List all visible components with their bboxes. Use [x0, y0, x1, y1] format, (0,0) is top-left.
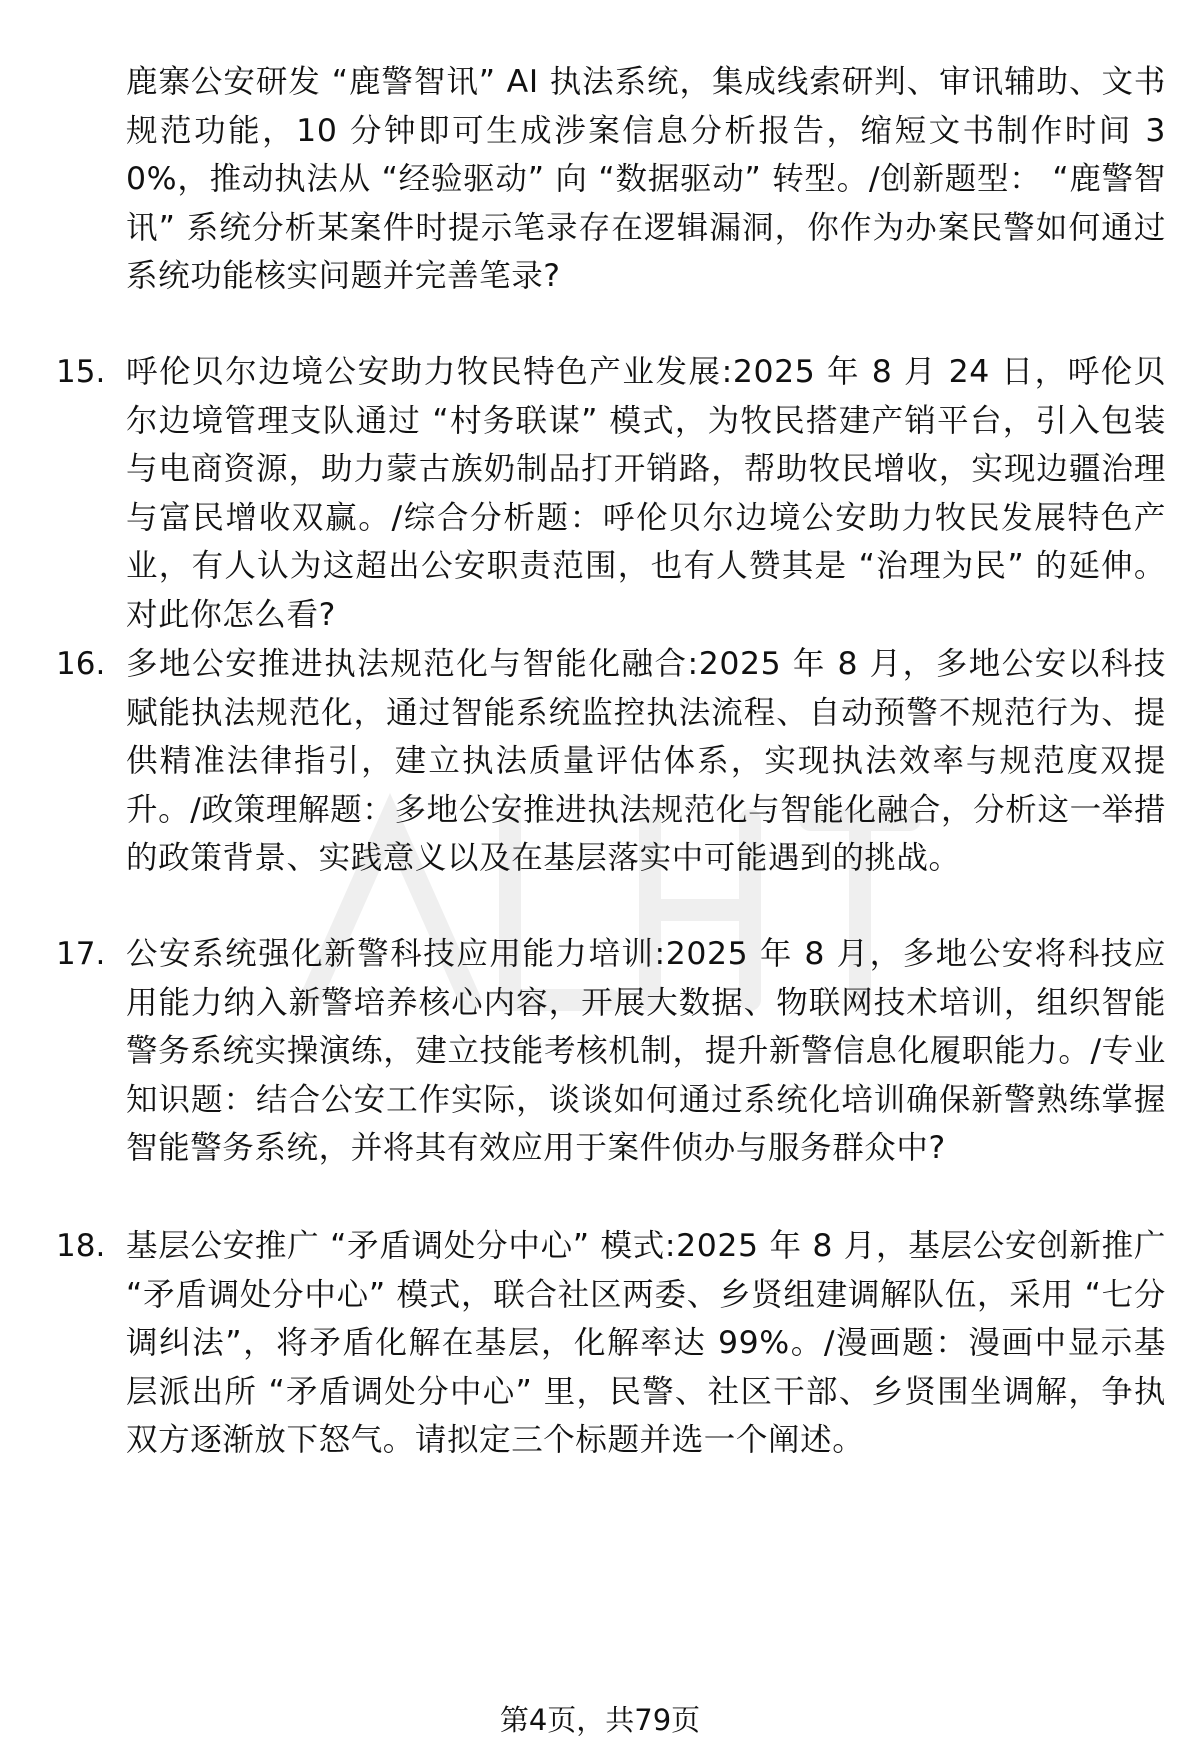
question-number: 17. [56, 936, 106, 972]
page-footer: 第4页，共79页 [499, 1703, 701, 1737]
question-text: 多地公安推进执法规范化与智能化融合:2025 年 8 月，多地公安以科技赋能执法规范化，通过智能系统监控执法流程、自动预警不规范行为、提供精准法律指引，建立执法质量评估体系，实现执法效率与规范度双提升。/政策理解题：多地公安推进执法规范化与智能化融合，分析这一举措的政策背景、实践意义以及在基层落实中可能遇到的挑战。 [126, 646, 1166, 876]
question-number: 16. [56, 646, 106, 682]
question-text: 鹿寨公安研发 “鹿警智讯” AI 执法系统，集成线索研判、审讯辅助、文书规范功能，10 分钟即可生成涉案信息分析报告，缩短文书制作时间 30%，推动执法从 “经验驱动” 向 “数据驱动” 转型。/创新题型： “鹿警智讯” 系统分析某案件时提示笔录存在逻辑漏洞，你作为办案民警如何通过系统功能核实问题并完善笔录? [126, 64, 1166, 294]
question-text: 公安系统强化新警科技应用能力培训:2025 年 8 月，多地公安将科技应用能力纳入新警培养核心内容，开展大数据、物联网技术培训，组织智能警务系统实操演练，建立技能考核机制，提升新警信息化履职能力。/专业知识题：结合公安工作实际，谈谈如何通过系统化培训确保新警熟练掌握智能警务系统，并将其有效应用于案件侦办与服务群众中? [126, 936, 1166, 1166]
question-number: 15. [56, 354, 106, 390]
question-number: 18. [56, 1228, 106, 1264]
question-text: 呼伦贝尔边境公安助力牧民特色产业发展:2025 年 8 月 24 日，呼伦贝尔边境管理支队通过 “村务联谋” 模式，为牧民搭建产销平台，引入包装与电商资源，助力蒙古族奶制品打开销路，帮助牧民增收，实现边疆治理与富民增收双赢。/综合分析题：呼伦贝尔边境公安助力牧民发展特色产业，有人认为这超出公安职责范围，也有人赞其是 “治理为民” 的延伸。对此你怎么看? [126, 354, 1166, 633]
question-text: 基层公安推广 “矛盾调处分中心” 模式:2025 年 8 月，基层公安创新推广 “矛盾调处分中心” 模式，联合社区两委、乡贤组建调解队伍，采用 “七分调纠法”，将矛盾化解在基层，化解率达 99%。/漫画题：漫画中显示基层派出所 “矛盾调处分中心” 里，民警、社区干部、乡贤围坐调解，争执双方逐渐放下怒气。请拟定三个标题并选一个阐述。 [126, 1228, 1166, 1458]
